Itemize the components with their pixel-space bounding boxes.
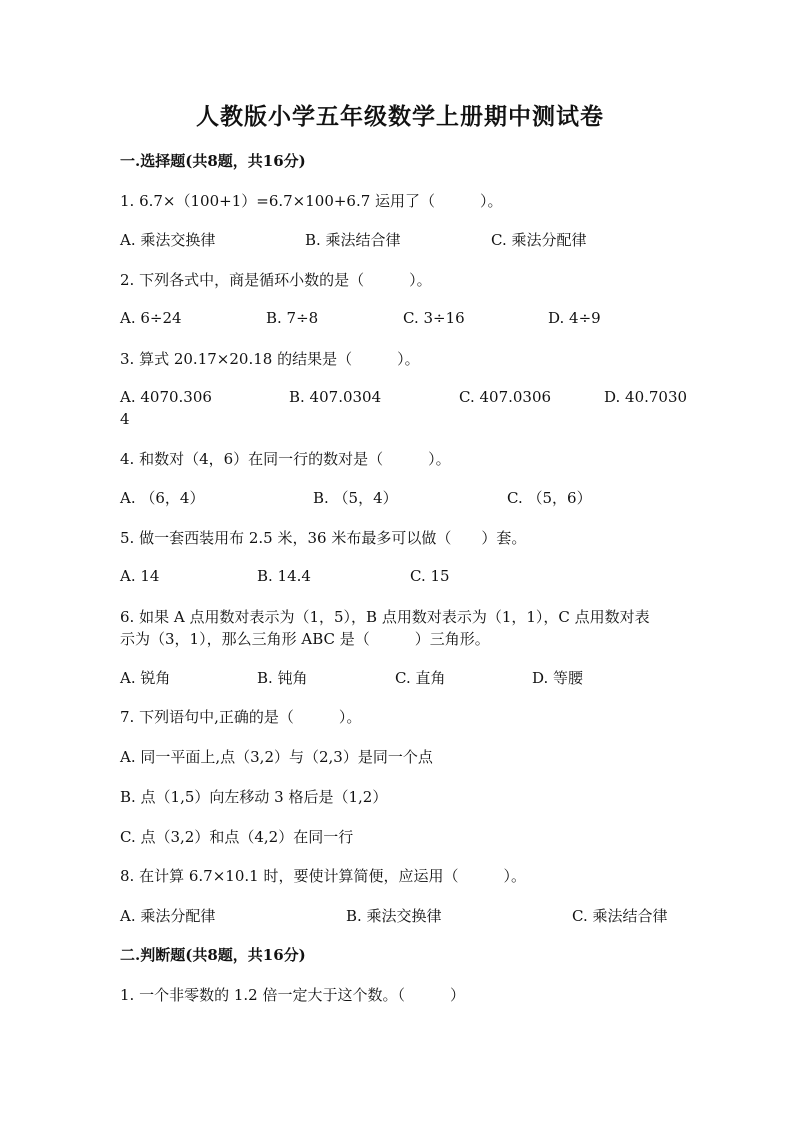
question-3: 3. 算式 20.17×20.18 的结果是（ ）。 bbox=[120, 350, 420, 368]
q2-option-b: B. 7÷8 bbox=[266, 309, 319, 327]
question-4: 4. 和数对（4，6）在同一行的数对是（ ）。 bbox=[120, 450, 451, 468]
tf-question-1: 1. 一个非零数的 1.2 倍一定大于这个数。（ ） bbox=[120, 986, 465, 1004]
q6-option-b: B. 钝角 bbox=[257, 669, 308, 687]
q1-option-a: A. 乘法交换律 bbox=[120, 231, 216, 249]
section-heading-true-false: 二.判断题(共8题，共16分) bbox=[120, 946, 306, 964]
q2-option-d: D. 4÷9 bbox=[548, 309, 601, 327]
q8-option-a: A. 乘法分配律 bbox=[120, 907, 216, 925]
q5-option-b: B. 14.4 bbox=[257, 567, 311, 585]
q6-option-a: A. 锐角 bbox=[120, 669, 171, 687]
q4-option-b: B. （5，4） bbox=[313, 489, 398, 507]
section-heading-choice: 一.选择题(共8题，共16分) bbox=[120, 152, 306, 170]
q6-option-d: D. 等腰 bbox=[532, 669, 584, 687]
q6-option-c: C. 直角 bbox=[395, 669, 446, 687]
q3-option-d-wrap: 4 bbox=[120, 410, 130, 428]
question-1: 1. 6.7×（100+1）=6.7×100+6.7 运用了（ ）。 bbox=[120, 192, 503, 210]
page-title: 人教版小学五年级数学上册期中测试卷 bbox=[196, 103, 604, 130]
question-7: 7. 下列语句中,正确的是（ ）。 bbox=[120, 708, 362, 726]
q8-option-b: B. 乘法交换律 bbox=[346, 907, 442, 925]
q1-option-c: C. 乘法分配律 bbox=[491, 231, 587, 249]
question-8: 8. 在计算 6.7×10.1 时，要使计算简便，应运用（ ）。 bbox=[120, 867, 526, 885]
q7-option-a: A. 同一平面上,点（3,2）与（2,3）是同一个点 bbox=[120, 748, 433, 766]
question-5: 5. 做一套西装用布 2.5 米，36 米布最多可以做（ ）套。 bbox=[120, 529, 527, 547]
question-2: 2. 下列各式中，商是循环小数的是（ ）。 bbox=[120, 271, 432, 289]
q3-option-c: C. 407.0306 bbox=[459, 388, 552, 406]
q7-option-c: C. 点（3,2）和点（4,2）在同一行 bbox=[120, 828, 354, 846]
q4-option-c: C. （5，6） bbox=[507, 489, 592, 507]
q5-option-a: A. 14 bbox=[120, 567, 160, 585]
question-6: 6. 如果 A 点用数对表示为（1，5），B 点用数对表示为（1，1），C 点用数对表 bbox=[120, 608, 650, 626]
q3-option-a: A. 4070.306 bbox=[120, 388, 212, 406]
q2-option-c: C. 3÷16 bbox=[403, 309, 465, 327]
q3-option-b: B. 407.0304 bbox=[289, 388, 382, 406]
q7-option-b: B. 点（1,5）向左移动 3 格后是（1,2） bbox=[120, 788, 388, 806]
q5-option-c: C. 15 bbox=[410, 567, 450, 585]
q1-option-b: B. 乘法结合律 bbox=[305, 231, 401, 249]
q8-option-c: C. 乘法结合律 bbox=[572, 907, 668, 925]
q3-option-d: D. 40.7030 bbox=[604, 388, 688, 406]
question-6-line-2: 示为（3，1），那么三角形 ABC 是（ ）三角形。 bbox=[120, 630, 490, 648]
q2-option-a: A. 6÷24 bbox=[120, 309, 182, 327]
q4-option-a: A. （6，4） bbox=[120, 489, 205, 507]
